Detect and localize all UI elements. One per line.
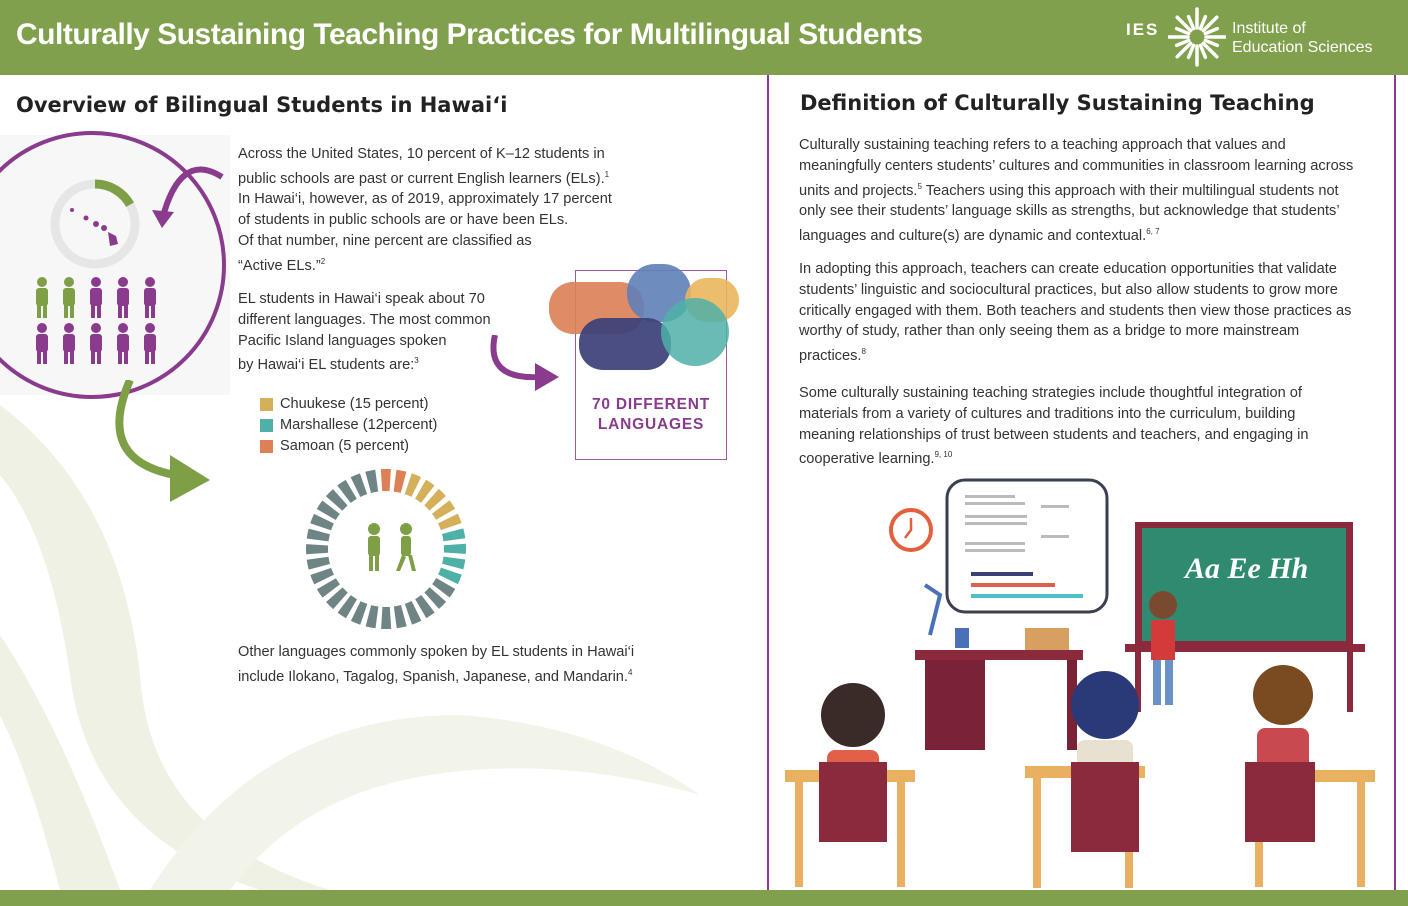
- donut-segment: [307, 529, 330, 542]
- donut-segment: [394, 605, 407, 628]
- logo-name-line-1: Institute of: [1232, 20, 1306, 37]
- student-figure-icon: [36, 277, 48, 318]
- donut-segment: [366, 605, 379, 628]
- green-arrow-icon: [95, 380, 215, 510]
- donut-segment: [365, 470, 378, 493]
- ies-logo[interactable]: [1126, 6, 1396, 68]
- student-figure-icon: [63, 277, 75, 318]
- logo-name: [1232, 19, 1373, 57]
- student-figure-icon: [144, 277, 156, 318]
- left-para-3: Other languages commonly spoken by EL students in Hawai‘i include Ilokano, Tagalog, Spanish, Japanese, and Mandarin.$^4$: [238, 644, 635, 685]
- donut-segment: [381, 607, 391, 629]
- classroom-illustration: [775, 470, 1395, 890]
- right-para-3: Some culturally sustaining teaching strategies include thoughtful integration of materials from a variety of cultures and traditions into the curriculum, building meaning relationships of trust between students and teachers, and engaging in cooperative learning.$^{9, 10}$: [799, 385, 1309, 468]
- donut-segment: [442, 528, 465, 541]
- legend-item: Samoan (5 percent): [260, 436, 437, 457]
- donut-segment: [381, 469, 391, 491]
- student-figure-icon: [90, 323, 102, 364]
- left-para-2: EL students in Hawai‘i speak about 70 different languages. The most common Pacific Island languages spoken by Hawai‘i EL students are:$^3$: [238, 291, 491, 374]
- students-icon: [368, 523, 416, 571]
- student-figure-icon: [36, 323, 48, 364]
- worksheet-icon: [947, 480, 1107, 612]
- languages-box-label: 70 DIFFERENT LANGUAGES: [591, 396, 711, 433]
- student-figure-icon: [117, 277, 129, 318]
- left-heading: Overview of Bilingual Students in Hawai‘i: [16, 93, 508, 117]
- language-legend: [260, 394, 437, 457]
- student-at-board: [1149, 591, 1177, 705]
- logo-name-line-2: Education Sciences: [1232, 39, 1373, 56]
- el-share-arc: [95, 184, 130, 205]
- student-figure-icon: [117, 323, 129, 364]
- right-para-2: In adopting this approach, teachers can create education opportunities that validate students’ linguistic and sociocultural practices, but also allow students to grow more critically engaged with them. Both teachers and students then view those practices as worthy of study, rather than only seeing them as a bridge to more mainstream practices.$^8$: [799, 261, 1352, 365]
- donut-segment: [444, 544, 466, 554]
- donut-segment: [442, 557, 465, 570]
- board-text: Aa Ee Hh: [1185, 552, 1309, 585]
- page-title: Culturally Sustaining Teaching Practices for Multilingual Students: [16, 18, 923, 51]
- column-divider: [767, 75, 769, 890]
- student-figure-icon: [63, 323, 75, 364]
- left-para-1: Across the United States, 10 percent of K–12 students in public schools are past or current English learners (ELs).$^1$ In Hawai‘i, however, as of 2019, approximately 17 percent of students in public schools are or have been ELs. Of that number, nine percent are classified as “Active ELs.”$^2$: [238, 146, 612, 274]
- donut-segment: [307, 557, 330, 570]
- hawaii-circle-illustration: [0, 130, 240, 410]
- donut-segment: [394, 470, 407, 493]
- right-heading: Definition of Culturally Sustaining Teaching: [800, 91, 1315, 115]
- hawaii-islands-icon: [70, 208, 118, 246]
- logo-abbr: IES: [1126, 20, 1160, 39]
- legend-item: Chuukese (15 percent): [260, 394, 437, 415]
- clock-icon: [891, 510, 931, 550]
- right-para-1: Culturally sustaining teaching refers to a teaching approach that values and meaningfully centers students’ cultures and communities in classroom learning across units and projects.$^5$ Teachers using this approach with their multilingual students not only see their students’ language skills as strengths, but acknowledge that students’ languages and culture(s) are dynamic and contextual.$^{6, 7}$: [799, 137, 1354, 244]
- student-figure-icon: [144, 323, 156, 364]
- donut-segment: [306, 544, 328, 554]
- legend-item: Marshallese (12percent): [260, 415, 437, 436]
- student-figure-icon: [90, 277, 102, 318]
- speech-bubbles-icon: [545, 262, 745, 377]
- header: [0, 0, 1408, 75]
- sunburst-icon: [1168, 6, 1226, 68]
- language-donut: [300, 465, 472, 633]
- footer-bar: [0, 890, 1408, 906]
- arrow-icon: [152, 210, 174, 228]
